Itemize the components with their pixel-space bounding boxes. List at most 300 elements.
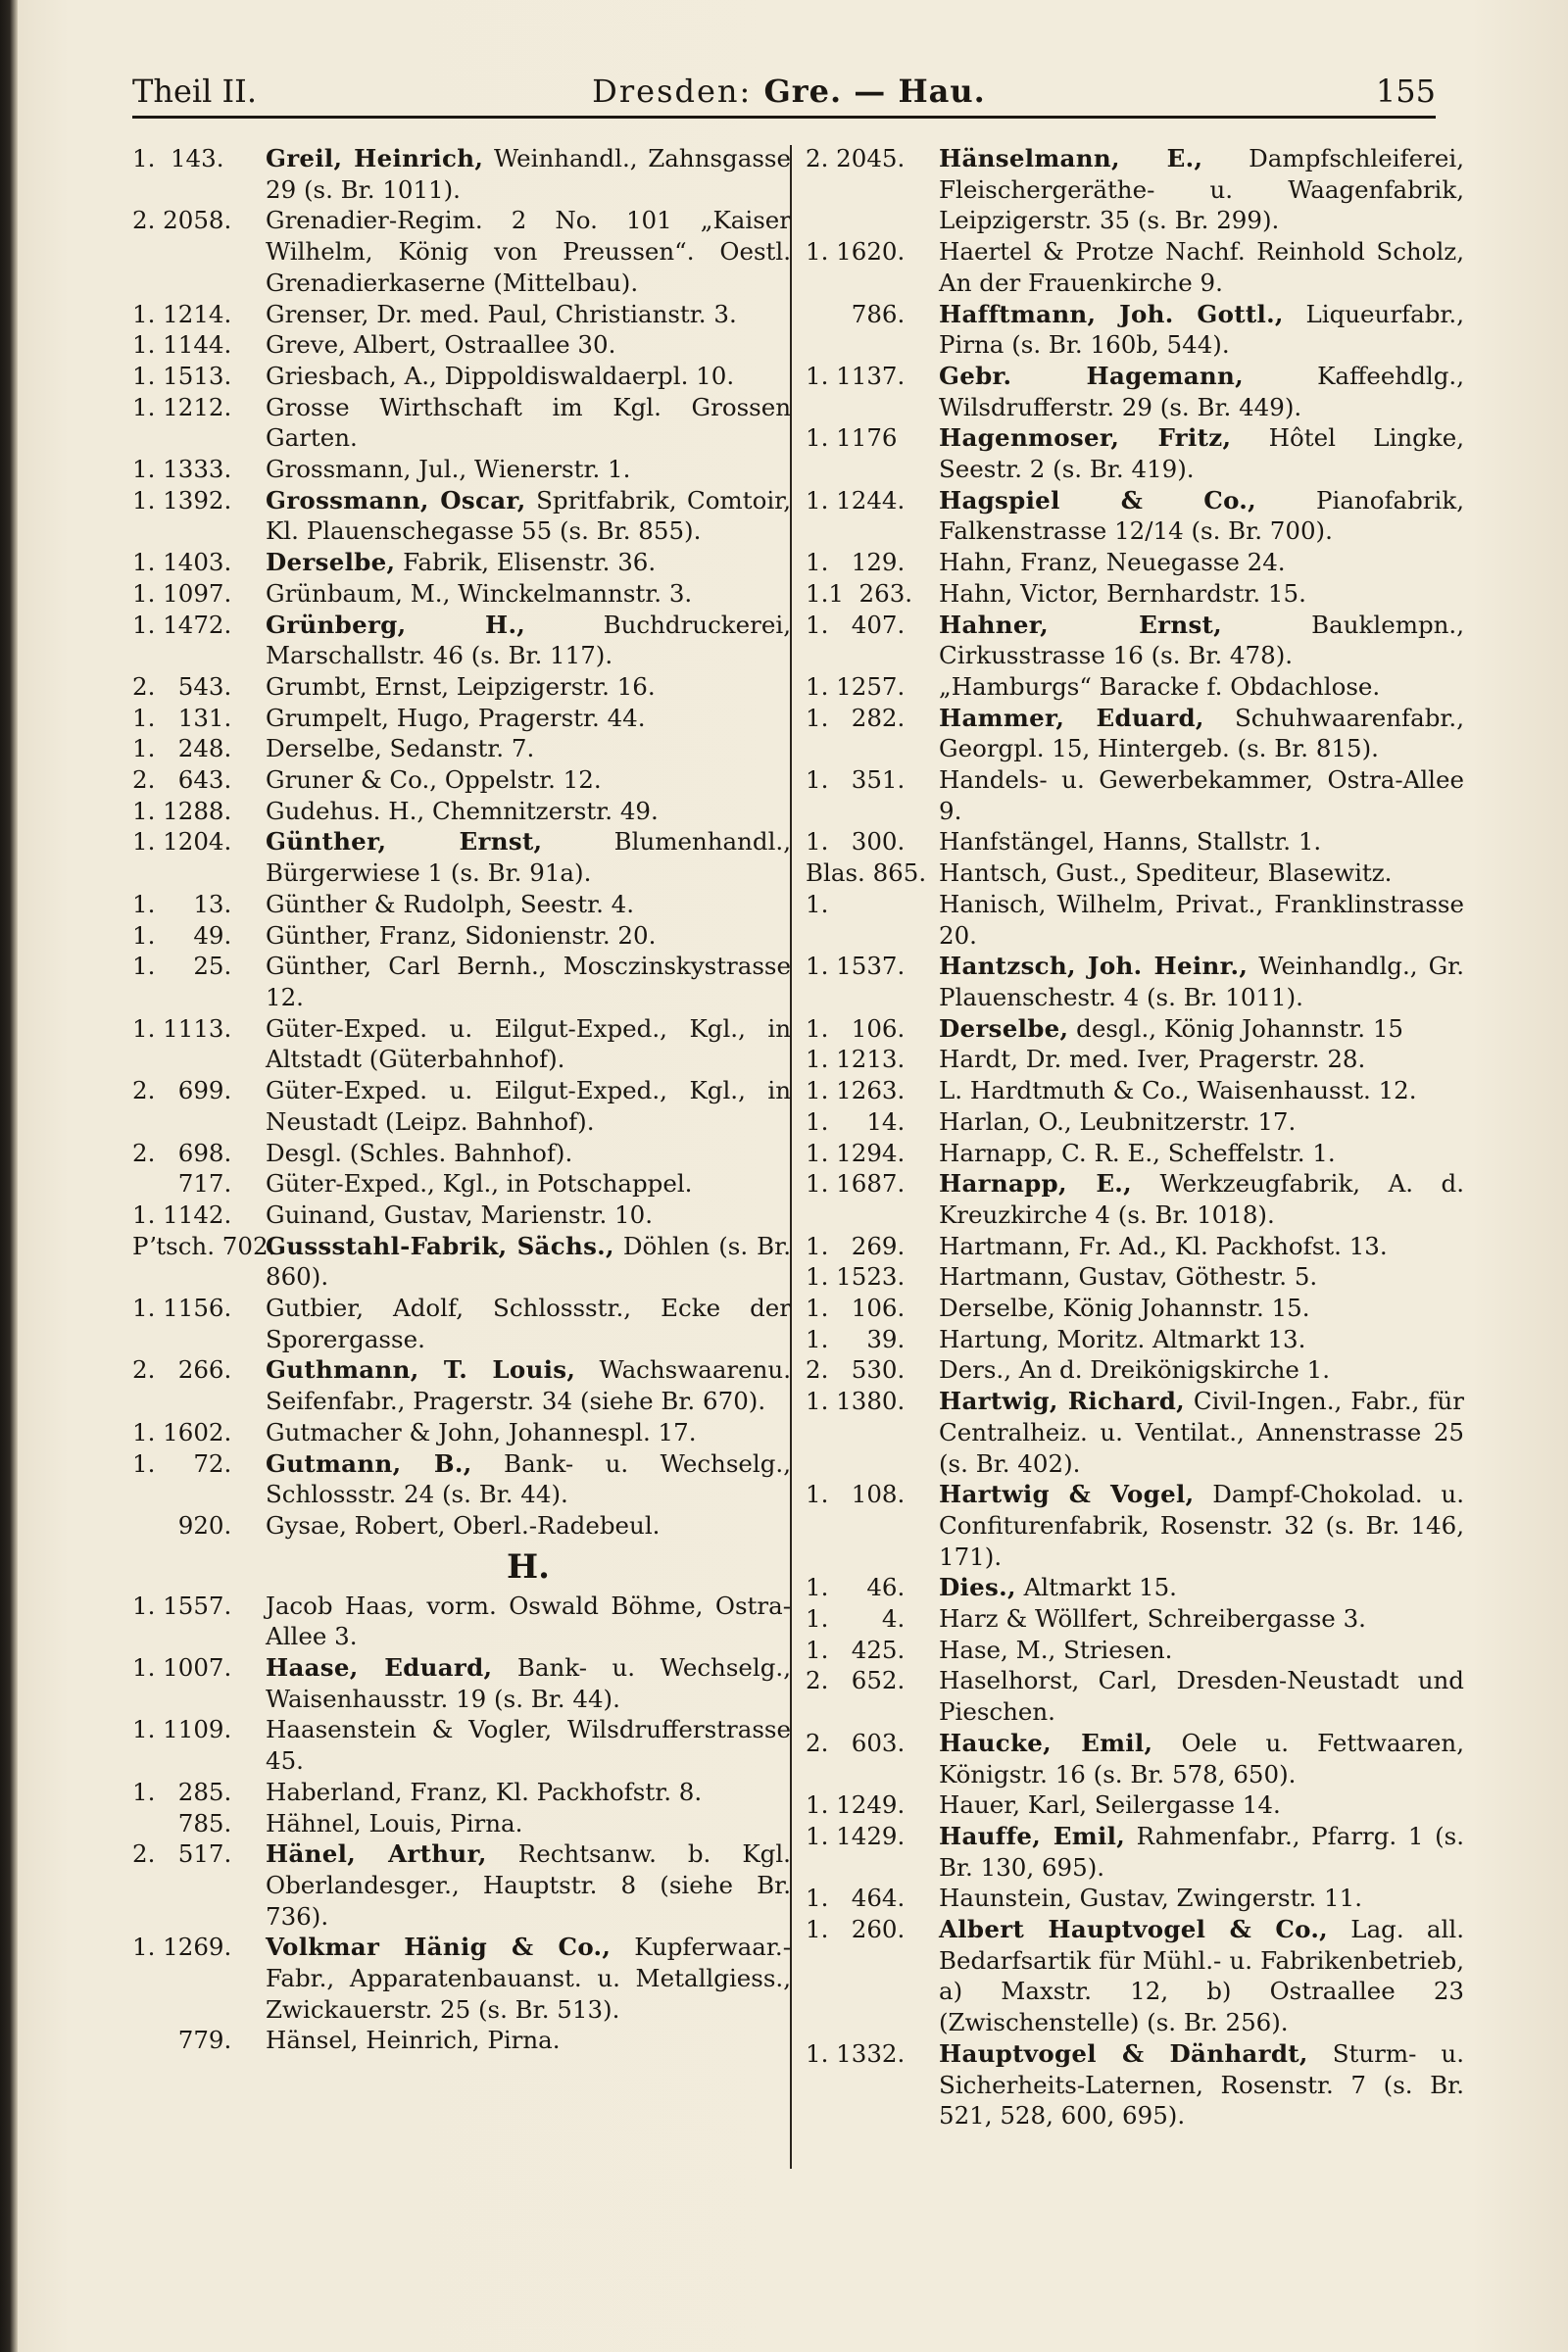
entry-text: [939, 1821, 1464, 1883]
phone-number: 1. 260.: [806, 1915, 906, 1944]
subscriber-name: Greil, Heinrich,: [266, 144, 484, 172]
directory-entry: [132, 1591, 791, 1652]
entry-text: [939, 1603, 1464, 1635]
phone-number: 1. 1472.: [132, 610, 232, 639]
phone-number: 1. 300.: [806, 827, 906, 857]
subscriber-name: Hänel, Arthur,: [266, 1839, 487, 1869]
directory-entry: [806, 2038, 1464, 2132]
entry-text: [266, 547, 791, 578]
directory-entry: [132, 1714, 791, 1776]
entry-text: [939, 703, 1464, 764]
entry-text: [939, 1261, 1464, 1293]
phone-number: 1. 1212.: [132, 392, 232, 421]
subscriber-name: Hagenmoser, Fritz,: [939, 423, 1232, 453]
phone-number: 786.: [806, 299, 906, 328]
subscriber-details: Rechtsanw. b. Kgl. Oberlandesger., Hauptstr. 8 (siehe Br. 736).: [266, 1839, 791, 1931]
entry-text: [266, 392, 791, 454]
phone-number: 2. 699.: [132, 1076, 232, 1105]
subscriber-details: Bank- u. Wechselg., Schlossstr. 24 (s. Br. 44).: [266, 1448, 791, 1509]
phone-number: 1. 351.: [806, 765, 906, 795]
entry-text: [266, 1932, 791, 2025]
subscriber-details: Werkzeugfabrik, A. d. Kreuzkirche 4 (s. Br. 1018).: [939, 1169, 1464, 1229]
directory-entry: [132, 1932, 791, 2025]
directory-entry: [806, 485, 1464, 547]
directory-entry: [132, 1510, 791, 1542]
directory-entry: [806, 1293, 1464, 1324]
directory-entry: [806, 361, 1464, 422]
entry-text: [939, 1106, 1464, 1138]
directory-entry: [132, 392, 791, 454]
directory-entry: [806, 1821, 1464, 1883]
subscriber-name: Harnapp, E.,: [939, 1169, 1132, 1199]
directory-entry: [806, 1261, 1464, 1293]
phone-number: 2. 603.: [806, 1728, 906, 1757]
subscriber-name: Hauffe, Emil,: [939, 1821, 1126, 1850]
page-range-title: [554, 73, 1024, 110]
directory-entry: [806, 1324, 1464, 1355]
entry-text: [939, 858, 1464, 889]
subscriber-details: Guinand, Gustav, Marienstr. 10.: [266, 1200, 653, 1229]
subscriber-details: Hanfstängel, Hanns, Stallstr. 1.: [939, 827, 1322, 857]
entry-text: [939, 1293, 1464, 1324]
entry-text: [939, 299, 1464, 361]
phone-number: 1. 1097.: [132, 578, 232, 608]
subscriber-details: Hase, M., Striesen.: [939, 1635, 1173, 1664]
entry-text: [939, 1883, 1464, 1914]
phone-number: 1. 1288.: [132, 796, 232, 825]
directory-entry: [806, 1354, 1464, 1386]
directory-entry: [132, 1075, 791, 1137]
entry-text: [266, 205, 791, 298]
subscriber-details: Harnapp, C. R. E., Scheffelstr. 1.: [939, 1138, 1336, 1167]
directory-entry: [806, 1914, 1464, 2038]
entry-text: [266, 1652, 791, 1714]
subscriber-details: Derselbe, Sedanstr. 7.: [266, 734, 535, 763]
subscriber-details: Griesbach, A., Dippoldiswaldaerpl. 10.: [266, 361, 735, 390]
directory-entry: [132, 610, 791, 671]
subscriber-details: Gysae, Robert, Oberl.-Radebeul.: [266, 1510, 661, 1540]
phone-number: 1. 1294.: [806, 1138, 906, 1167]
subscriber-details: Jacob Haas, vorm. Oswald Böhme, Ostra-Allee 3.: [266, 1591, 791, 1651]
subscriber-name: Hartwig, Richard,: [939, 1387, 1185, 1416]
directory-entry: [806, 889, 1464, 951]
directory-entry: [806, 858, 1464, 889]
entry-text: [266, 796, 791, 827]
phone-number: 1. 248.: [132, 734, 232, 763]
phone-number: 1. 1142.: [132, 1200, 232, 1229]
entry-text: [266, 1138, 791, 1169]
entry-text: [939, 1665, 1464, 1727]
subscriber-details: Fabrik, Elisenstr. 36.: [395, 548, 657, 577]
phone-number: 1. 464.: [806, 1884, 906, 1913]
subscriber-name: Haase, Eduard,: [266, 1653, 493, 1683]
phone-number: 1. 25.: [132, 952, 232, 981]
phone-number: 1. 72.: [132, 1448, 232, 1478]
subscriber-details: Günther, Carl Bernh., Mosczinskystrasse 12.: [266, 952, 791, 1011]
subscriber-details: Haertel & Protze Nachf. Reinhold Scholz, An der Frauenkirche 9.: [939, 237, 1464, 297]
subscriber-name: Grünberg, H.,: [266, 610, 526, 639]
entry-text: [266, 610, 791, 671]
phone-number: 1. 1176: [806, 423, 898, 453]
subscriber-details: Buchdruckerei, Marschallstr. 46 (s. Br. 117).: [266, 610, 791, 670]
phone-number: 2. 543.: [132, 671, 232, 701]
subscriber-details: Bauklempn., Cirkusstrasse 16 (s. Br. 478).: [939, 610, 1464, 670]
directory-entry: [132, 951, 791, 1012]
subscriber-details: Ders., An d. Dreikönigskirche 1.: [939, 1355, 1331, 1385]
entry-text: [266, 1510, 791, 1542]
phone-number: 1. 407.: [806, 610, 906, 639]
subscriber-details: Hardt, Dr. med. Iver, Pragerstr. 28.: [939, 1045, 1366, 1074]
phone-number: 1. 1392.: [132, 485, 232, 514]
directory-entry: [806, 826, 1464, 858]
directory-entry: [132, 1808, 791, 1839]
phone-number: 1. 1523.: [806, 1262, 906, 1292]
phone-number: 1. 1380.: [806, 1387, 906, 1416]
entry-text: [266, 485, 791, 547]
subscriber-details: „Hamburgs“ Baracke f. Obdachlose.: [939, 671, 1381, 701]
phone-number: 1. 4.: [806, 1604, 906, 1634]
phone-number: 2. 517.: [132, 1839, 232, 1869]
entry-text: [939, 578, 1464, 610]
directory-entry: [806, 1168, 1464, 1230]
subscriber-details: Desgl. (Schles. Bahnhof).: [266, 1138, 573, 1167]
subscriber-details: Hahn, Franz, Neuegasse 24.: [939, 548, 1286, 577]
city-label: Dresden:: [592, 73, 753, 110]
phone-number: 1. 1557.: [132, 1591, 232, 1620]
entry-text: [266, 889, 791, 920]
subscriber-name: Hafftmann, Joh. Gottl.,: [939, 299, 1284, 328]
phone-number: 2. 530.: [806, 1355, 906, 1385]
subscriber-name: Grossmann, Oscar,: [266, 485, 526, 514]
directory-entry: [806, 236, 1464, 298]
phone-number: 1. 13.: [132, 889, 232, 918]
subscriber-details: Grossmann, Jul., Wienerstr. 1.: [266, 455, 631, 484]
directory-entry: [132, 1777, 791, 1808]
subscriber-name: Haucke, Emil,: [939, 1728, 1153, 1757]
phone-number: 1. 1333.: [132, 455, 232, 484]
subscriber-name: Hänselmann, E.,: [939, 144, 1203, 172]
directory-entry: [806, 299, 1464, 361]
entry-text: [266, 826, 791, 888]
subscriber-details: Grenser, Dr. med. Paul, Christianstr. 3.: [266, 299, 737, 328]
phone-number: 1. 425.: [806, 1635, 906, 1664]
phone-number: 1. 1537.: [806, 952, 906, 981]
entry-text: [939, 764, 1464, 826]
directory-entry: [132, 703, 791, 734]
entry-text: [939, 1044, 1464, 1075]
directory-entry: [806, 1665, 1464, 1727]
directory-entry: [132, 1013, 791, 1075]
directory-entry: [132, 2025, 791, 2056]
subscriber-name: Gussstahl-Fabrik, Sächs.,: [266, 1231, 614, 1260]
phone-number: 785.: [132, 1808, 232, 1838]
phone-number: 1. 285.: [132, 1777, 232, 1806]
phone-number: 1. 1403.: [132, 548, 232, 577]
phone-number: 1. 106.: [806, 1294, 906, 1323]
phone-number: 1. 269.: [806, 1231, 906, 1260]
phone-number: 2. 643.: [132, 765, 232, 795]
subscriber-details: Pianofabrik, Falkenstrasse 12/14 (s. Br. 700).: [939, 485, 1464, 546]
phone-number: 2. 2045.: [806, 144, 906, 172]
subscriber-details: Altmarkt 15.: [1015, 1573, 1177, 1602]
entry-text: [266, 1293, 791, 1354]
directory-entry: [806, 1572, 1464, 1603]
entry-text: [266, 1013, 791, 1075]
entry-text: [266, 1714, 791, 1776]
directory-entry: [806, 143, 1464, 236]
entry-text: [939, 1479, 1464, 1572]
phone-number: 1. 282.: [806, 703, 906, 732]
subscriber-details: Haberland, Franz, Kl. Packhofstr. 8.: [266, 1777, 703, 1806]
directory-entry: [132, 1200, 791, 1231]
directory-entry: [132, 889, 791, 920]
directory-entry: [806, 671, 1464, 703]
subscriber-details: Handels- u. Gewerbekammer, Ostra-Allee 9.: [939, 765, 1464, 825]
phone-number: 1. 1257.: [806, 671, 906, 701]
phone-number: 1. 1687.: [806, 1169, 906, 1199]
entry-text: [939, 610, 1464, 671]
directory-entry: [806, 1075, 1464, 1106]
section-heading: H.: [507, 1546, 550, 1587]
subscriber-name: Derselbe,: [266, 548, 396, 577]
entry-text: [939, 1914, 1464, 2038]
entry-text: [266, 143, 791, 205]
subscriber-details: Sturm- u. Sicherheits-Laternen, Rosenstr. 7 (s. Br. 521, 528, 600, 695).: [939, 2038, 1464, 2131]
entry-text: [939, 143, 1464, 236]
directory-entry: [132, 826, 791, 888]
subscriber-details: Grosse Wirthschaft im Kgl. Grossen Garten.: [266, 392, 791, 453]
entry-text: [939, 2038, 1464, 2132]
entry-text: [939, 1635, 1464, 1666]
subscriber-details: Grumbt, Ernst, Leipzigerstr. 16.: [266, 671, 656, 701]
subscriber-name: Guthmann, T. Louis,: [266, 1355, 576, 1385]
phone-number: 1. 1513.: [132, 361, 232, 390]
phone-number: 920.: [132, 1510, 232, 1540]
entry-text: [266, 578, 791, 610]
entry-text: [939, 547, 1464, 578]
phone-number: 779.: [132, 2026, 232, 2055]
subscriber-details: Grenadier-Regim. 2 No. 101 „Kaiser Wilhelm, König von Preussen“. Oestl. Grenadierkaserne (Mittelbau).: [266, 206, 791, 297]
entry-text: [939, 826, 1464, 858]
subscriber-details: Dampfschleiferei, Fleischergeräthe- u. Waagenfabrik, Leipzigerstr. 35 (s. Br. 299).: [939, 144, 1464, 235]
header-rule: [132, 116, 1436, 119]
entry-text: [939, 236, 1464, 298]
subscriber-details: Wachswaarenu. Seifenfabr., Pragerstr. 34 (siehe Br. 670).: [266, 1355, 791, 1416]
alphabet-range: Gre. — Hau.: [763, 73, 986, 110]
subscriber-details: Lag. all. Bedarfsartik für Mühl.- u. Fabrikenbetrieb, a) Maxstr. 12, b) Ostraallee 23 (Zwischenstelle) (s. Br. 256).: [939, 1915, 1464, 2037]
directory-entry: [806, 1479, 1464, 1572]
directory-entry: [132, 671, 791, 703]
phone-number: 1. 1007.: [132, 1653, 232, 1683]
subscriber-details: Kaffeehdlg., Wilsdrufferstr. 29 (s. Br. 449).: [939, 361, 1464, 421]
subscriber-name: Volkmar Hänig & Co.,: [266, 1933, 612, 1962]
subscriber-details: Hôtel Lingke, Seestr. 2 (s. Br. 419).: [939, 423, 1464, 484]
page-header: [132, 67, 1436, 116]
subscriber-details: Bank- u. Wechselg., Waisenhausstr. 19 (s. Br. 44).: [266, 1653, 791, 1713]
phone-number: 1. 49.: [132, 920, 232, 950]
phone-number: 1. 1429.: [806, 1821, 906, 1850]
subscriber-details: Grumpelt, Hugo, Pragerstr. 44.: [266, 703, 646, 732]
directory-entry: [132, 205, 791, 298]
subscriber-details: Blumenhandl., Bürgerwiese 1 (s. Br. 91a).: [266, 827, 791, 888]
phone-number: 1. 39.: [806, 1324, 906, 1353]
directory-entry: [132, 485, 791, 547]
subscriber-details: Grünbaum, M., Winckelmannstr. 3.: [266, 578, 693, 608]
entry-text: [266, 361, 791, 392]
subscriber-details: Hantsch, Gust., Spediteur, Blasewitz.: [939, 858, 1393, 888]
subscriber-name: Hantzsch, Joh. Heinr.,: [939, 952, 1249, 981]
entry-text: [266, 329, 791, 361]
phone-number: 717.: [132, 1169, 232, 1199]
directory-entry: [806, 1138, 1464, 1169]
directory-entry: [806, 578, 1464, 610]
directory-entry: [132, 1838, 791, 1932]
directory-entry: [132, 796, 791, 827]
entry-text: [939, 1013, 1464, 1045]
directory-entry: [132, 1168, 791, 1200]
directory-entry: [806, 1789, 1464, 1821]
entry-text: [939, 361, 1464, 422]
phone-number: 1. 1204.: [132, 827, 232, 857]
directory-entry: [132, 733, 791, 764]
entry-text: [266, 1231, 791, 1293]
directory-entry: [806, 703, 1464, 764]
entry-text: [266, 1838, 791, 1932]
phone-number: 2. 2058.: [132, 206, 232, 235]
subscriber-details: Civil-Ingen., Fabr., für Centralheiz. u. Ventilat., Annenstrasse 25 (s. Br. 402).: [939, 1387, 1464, 1478]
directory-entry: [132, 329, 791, 361]
phone-number: 1. 1269.: [132, 1933, 232, 1962]
subscriber-details: Weinhandlg., Gr. Plauenschestr. 4 (s. Br. 1011).: [939, 952, 1464, 1011]
subscriber-details: Gudehus. H., Chemnitzerstr. 49.: [266, 796, 659, 825]
subscriber-details: Güter-Exped. u. Eilgut-Exped., Kgl., in Altstadt (Güterbahnhof).: [266, 1013, 791, 1074]
entry-text: [266, 299, 791, 330]
subscriber-name: Dies.,: [939, 1573, 1016, 1602]
subscriber-details: Günther, Franz, Sidonienstr. 20.: [266, 920, 657, 950]
directory-entry: [132, 299, 791, 330]
entry-text: [266, 1075, 791, 1137]
entry-text: [939, 1231, 1464, 1262]
directory-entry: [806, 1106, 1464, 1138]
subscriber-details: Liqueurfabr., Pirna (s. Br. 160b, 544).: [939, 299, 1464, 360]
directory-entry: [806, 951, 1464, 1012]
subscriber-details: Spritfabrik, Comtoir, Kl. Plauenschegasse 55 (s. Br. 855).: [266, 485, 791, 546]
phone-number: 1. 1137.: [806, 361, 906, 390]
subscriber-name: Albert Hauptvogel & Co.,: [939, 1915, 1329, 1944]
entry-text: [939, 1386, 1464, 1479]
phone-number: 1. 14.: [806, 1106, 906, 1136]
directory-entry: [806, 610, 1464, 671]
phone-number: 1. 143.: [132, 144, 224, 172]
directory-entry: [132, 454, 791, 485]
subscriber-name: Günther, Ernst,: [266, 827, 543, 857]
subscriber-details: Hanisch, Wilhelm, Privat., Franklinstrasse 20.: [939, 889, 1464, 950]
entry-text: [939, 889, 1464, 951]
subscriber-details: Dampf-Chokolad. u. Confiturenfabrik, Rosenstr. 32 (s. Br. 146, 171).: [939, 1480, 1464, 1571]
subscriber-details: L. Hardtmuth & Co., Waisenhausst. 12.: [939, 1076, 1417, 1105]
phone-number: 1. 1263.: [806, 1076, 906, 1105]
entry-text: [939, 1138, 1464, 1169]
phone-number: 1. 1249.: [806, 1790, 906, 1820]
entry-text: [266, 764, 791, 796]
book-gutter: [0, 0, 18, 2352]
directory-entry: [132, 578, 791, 610]
subscriber-name: Hahner, Ernst,: [939, 610, 1223, 639]
page-number: 155: [1375, 73, 1436, 110]
directory-entry: [132, 1293, 791, 1354]
subscriber-details: Weinhandl., Zahnsgasse 29 (s. Br. 1011).: [266, 144, 791, 204]
phone-number: 1. 1213.: [806, 1045, 906, 1074]
directory-entry: [132, 547, 791, 578]
subscriber-details: Döhlen (s. Br. 860).: [266, 1231, 791, 1292]
directory-entry: [132, 143, 791, 205]
phone-number: 2. 266.: [132, 1355, 232, 1385]
phone-number: Blas. 865.: [806, 858, 927, 888]
subscriber-name: Derselbe,: [939, 1013, 1069, 1043]
subscriber-name: Gutmann, B.,: [266, 1448, 472, 1478]
subscriber-details: Hauer, Karl, Seilergasse 14.: [939, 1790, 1281, 1820]
subscriber-details: Güter-Exped., Kgl., in Potschappel.: [266, 1169, 693, 1199]
phone-number: 1. 1144.: [132, 330, 232, 360]
subscriber-details: Kupferwaar.-Fabr., Apparatenbauanst. u. Metallgiess., Zwickauerstr. 25 (s. Br. 513).: [266, 1933, 791, 2024]
phone-number: 2. 652.: [806, 1666, 906, 1695]
directory-entry: [806, 764, 1464, 826]
subscriber-details: Güter-Exped. u. Eilgut-Exped., Kgl., in Neustadt (Leipz. Bahnhof).: [266, 1076, 791, 1136]
phone-number: 1. 108.: [806, 1480, 906, 1509]
phone-number: 1. 106.: [806, 1013, 906, 1043]
subscriber-details: Harlan, O., Leubnitzerstr. 17.: [939, 1106, 1297, 1136]
subscriber-details: Hartung, Moritz. Altmarkt 13.: [939, 1324, 1306, 1353]
phone-number: 1.1 263.: [806, 578, 913, 608]
directory-entry: [806, 1386, 1464, 1479]
subscriber-details: Günther & Rudolph, Seestr. 4.: [266, 889, 635, 918]
entry-text: [939, 671, 1464, 703]
subscriber-name: Hauptvogel & Dänhardt,: [939, 2038, 1308, 2068]
directory-entry: [806, 1231, 1464, 1262]
entry-text: [939, 1572, 1464, 1603]
directory-entry: [132, 1354, 791, 1416]
subscriber-details: Gutmacher & John, Johannespl. 17.: [266, 1417, 697, 1446]
subscriber-name: Hagspiel & Co.,: [939, 485, 1256, 514]
directory-entry: [806, 422, 1464, 484]
entry-text: [266, 1200, 791, 1231]
entry-text: [939, 1075, 1464, 1106]
directory-entry: [806, 1635, 1464, 1666]
phone-number: 1. 131.: [132, 703, 232, 732]
phone-number: 1. 1109.: [132, 1715, 232, 1744]
phone-number: 1. 46.: [806, 1573, 906, 1602]
entry-text: [266, 454, 791, 485]
directory-entry: [806, 1728, 1464, 1789]
entry-text: [266, 951, 791, 1012]
entry-text: [266, 1808, 791, 1839]
entry-text: [266, 2025, 791, 2056]
subscriber-details: Hänsel, Heinrich, Pirna.: [266, 2026, 561, 2055]
directory-entry: [132, 1417, 791, 1448]
entry-text: [939, 1728, 1464, 1789]
phone-number: 1. 1244.: [806, 485, 906, 514]
entry-text: [939, 1354, 1464, 1386]
directory-entry: [806, 1883, 1464, 1914]
subscriber-name: Hartwig & Vogel,: [939, 1480, 1195, 1509]
subscriber-details: Haasenstein & Vogler, Wilsdrufferstrasse 45.: [266, 1715, 791, 1776]
entry-text: [266, 1417, 791, 1448]
entry-text: [266, 1448, 791, 1510]
directory-entry: [132, 1138, 791, 1169]
phone-number: 1. 1113.: [132, 1013, 232, 1043]
subscriber-details: desgl., König Johannstr. 15: [1068, 1013, 1404, 1043]
phone-number: 1. 1214.: [132, 299, 232, 328]
